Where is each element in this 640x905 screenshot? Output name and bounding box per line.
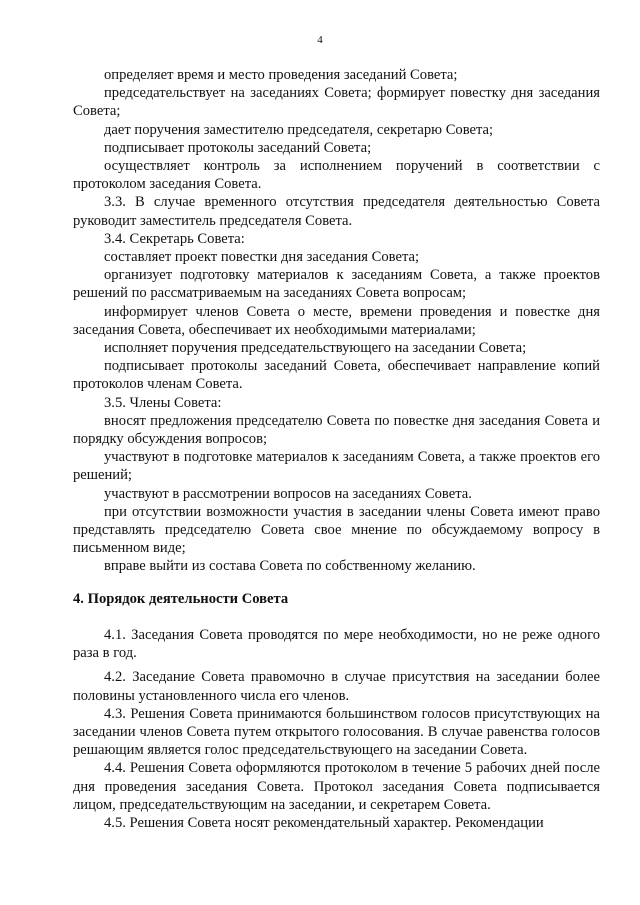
paragraph: дает поручения заместителю председателя, секретарю Совета; [104, 121, 494, 138]
paragraph: организует подготовку материалов к заседаниям Совета, а также проектов решений по рассматриваемым на заседаниях Совета вопросам; [73, 267, 600, 302]
paragraph: 3.3. В случае временного отсутствия председателя деятельностью Совета руководит заместитель председателя Совета. [73, 194, 600, 229]
paragraph: вправе выйти из состава Совета по собственному желанию. [104, 558, 476, 575]
paragraph: при отсутствии возможности участия в заседании члены Совета имеют право представлять председателю Совета свое мнение по обсуждаемому вопросу в письменном виде; [73, 503, 600, 557]
section-heading: 4. Порядок деятельности Совета [73, 590, 289, 607]
paragraph: участвуют в рассмотрении вопросов на заседаниях Совета. [104, 485, 472, 502]
paragraph: 3.4. Секретарь Совета: [104, 230, 245, 247]
paragraph: составляет проект повестки дня заседания Совета; [104, 249, 420, 266]
paragraph: участвуют в подготовке материалов к заседаниям Совета, а также проектов его решений; [73, 449, 600, 484]
paragraph: 3.5. Члены Совета: [104, 394, 222, 411]
paragraph: информирует членов Совета о месте, времени проведения и повестке дня заседания Совета, обеспечивает их необходимыми материалами; [73, 303, 600, 338]
paragraph: подписывает протоколы заседаний Совета, обеспечивает направление копий протоколов членам Совета. [73, 358, 600, 393]
paragraph: 4.3. Решения Совета принимаются большинством голосов присутствующих на заседании членов Совета путем открытого голосования. В случае равенства голосов решающим является голос председательствующего на заседании Совета. [73, 705, 600, 759]
paragraph: определяет время и место проведения заседаний Совета; [104, 67, 458, 83]
paragraph: председательствует на заседаниях Совета; формирует повестку дня заседания Совета; [73, 85, 600, 120]
paragraph: 4.1. Заседания Совета проводятся по мере необходимости, но не реже одного раза в год. [73, 626, 600, 662]
paragraph: исполняет поручения председательствующего на заседании Совета; [104, 340, 527, 357]
paragraph: 4.2. Заседание Совета правомочно в случае присутствия на заседании более половины установленного числа его членов. [73, 669, 600, 704]
paragraph: подписывает протоколы заседаний Совета; [104, 139, 372, 156]
paragraph: 4.4. Решения Совета оформляются протоколом в течение 5 рабочих дней после дня проведения заседания Совета. Протокол заседания Совета подписывается лицом, председательствующим на заседании, и секретарем Совета. [73, 760, 600, 813]
paragraph: 4.5. Решения Совета носят рекомендательный характер. Рекомендации [104, 814, 544, 831]
paragraph: вносят предложения председателю Совета по повестке дня заседания Совета и порядку обсуждения вопросов; [73, 412, 600, 448]
paragraph: осуществляет контроль за исполнением поручений в соответствии с протоколом заседания Совета. [73, 158, 600, 193]
document-body [73, 66, 600, 832]
page-number: 4 [317, 34, 323, 46]
